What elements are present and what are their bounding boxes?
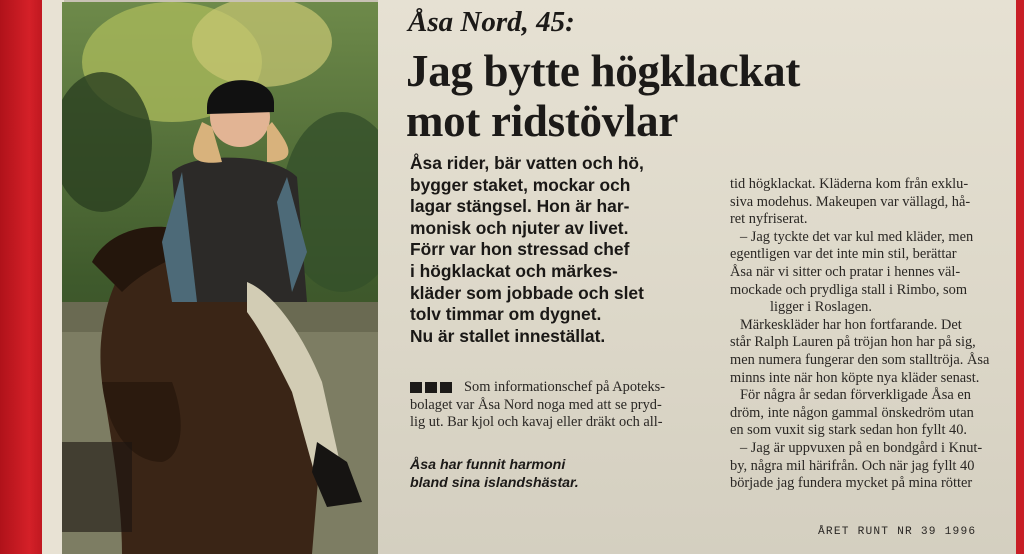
body-line: dröm, inte någon gammal önskedröm utan xyxy=(730,404,974,421)
start-marker-icon xyxy=(410,382,452,393)
article-kicker: Åsa Nord, 45: xyxy=(408,6,575,38)
body-line: ret nyfriserat. xyxy=(730,211,808,228)
red-page-edge xyxy=(0,0,42,554)
body-line: men numera fungerar den som stalltröja. Åsa xyxy=(730,351,990,368)
rider-photo xyxy=(62,2,378,554)
body-line: står Ralph Lauren på tröjan hon har på sig, xyxy=(730,334,976,351)
body-line: ligger i Roslagen. xyxy=(770,299,872,316)
article-ingress xyxy=(410,153,710,347)
body-line: mockade och prydliga stall i Rimbo, som xyxy=(730,281,968,298)
red-page-edge-right xyxy=(1016,0,1024,554)
article-headline xyxy=(406,46,886,146)
body-line: by, några mil härifrån. Och när jag fyllt 40 xyxy=(730,457,975,474)
caption-line: bland sina islandshästar. xyxy=(410,475,579,491)
ingress-line: Åsa rider, bär vatten och hö, xyxy=(410,153,644,173)
ingress-line: Nu är stallet inneställat. xyxy=(410,325,606,346)
body-line: – Jag är uppvuxen på en bondgård i Knut- xyxy=(740,439,983,456)
ingress-line: bygger staket, mockar och xyxy=(410,174,631,195)
body-line: minns inte när hon köpte nya kläder senast. xyxy=(730,369,980,386)
ingress-line: monisk och njuter av livet. xyxy=(410,217,629,238)
photo-illustration xyxy=(62,2,378,554)
ingress-line: Förr var hon stressad chef xyxy=(410,239,630,260)
body-line: siva modehus. Makeupen var vällagd, hå- xyxy=(730,193,971,210)
headline-line: mot ridstövlar xyxy=(406,96,678,146)
body-line: egentligen var det inte min stil, berättar xyxy=(730,246,957,263)
body-line: Som informationschef på Apoteks- xyxy=(464,379,666,395)
body-column-1 xyxy=(410,379,710,432)
body-line: lig ut. Bar kjol och kavaj eller dräkt och all- xyxy=(410,414,663,431)
article-clipping xyxy=(378,0,1024,554)
caption-line: Åsa har funnit harmoni xyxy=(410,457,566,473)
body-line: bolaget var Åsa Nord noga med att se pryd- xyxy=(410,396,662,413)
body-line: tid högklackat. Kläderna kom från exklu- xyxy=(730,176,969,192)
ingress-line: lagar stängsel. Hon är har- xyxy=(410,196,630,217)
ingress-line: tolv timmar om dygnet. xyxy=(410,304,602,325)
body-first-line xyxy=(410,379,710,397)
body-line: började jag fundera mycket på mina rötter xyxy=(730,475,973,492)
ingress-line: kläder som jobbade och slet xyxy=(410,282,644,303)
body-line: Märkeskläder har hon fortfarande. Det xyxy=(740,316,962,333)
paper-margin xyxy=(42,0,64,554)
body-line: – Jag tyckte det var kul med kläder, men xyxy=(740,228,974,245)
headline-line: Jag bytte högklackat xyxy=(406,46,801,96)
body-column-2 xyxy=(730,176,1016,493)
photo-caption xyxy=(410,456,710,492)
body-line: en som vuxit sig stark sedan hon fyllt 40. xyxy=(730,422,968,439)
body-line: För några år sedan förverkligade Åsa en xyxy=(740,387,971,404)
ingress-line: i högklackat och märkes- xyxy=(410,260,618,281)
publication-footer: ÅRET RUNT NR 39 1996 xyxy=(818,526,977,538)
body-line: Åsa när vi sitter och pratar i hennes väl- xyxy=(730,263,961,280)
